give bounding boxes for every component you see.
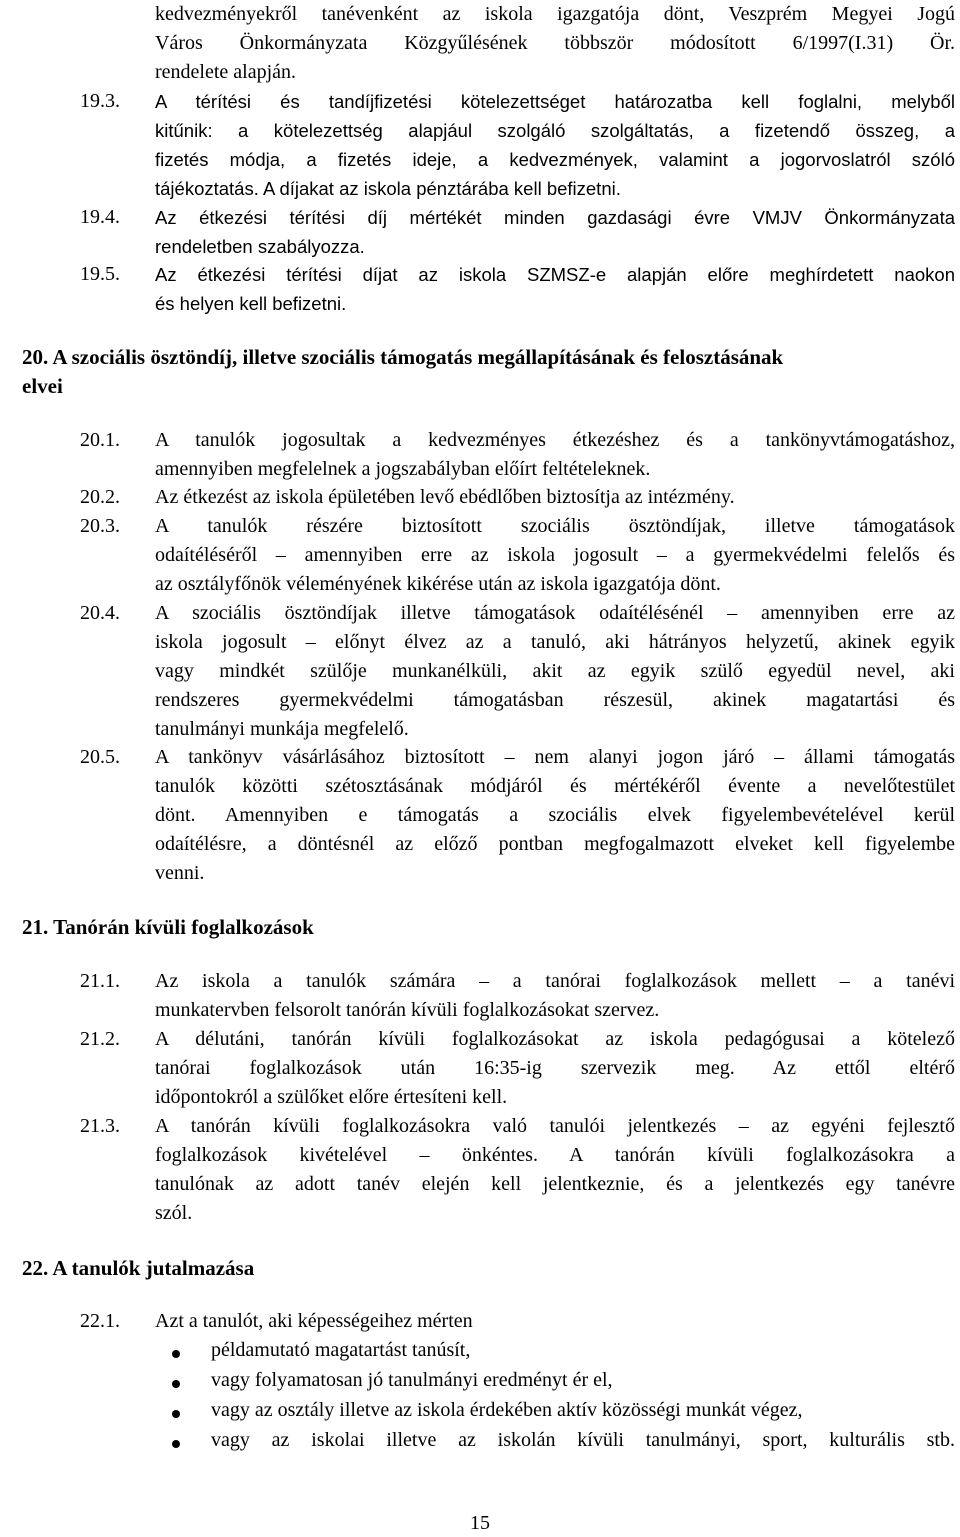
- bullet-item-4: vagy az iskolai illetve az iskolán kívüli tanulmányi, sport, kulturális stb.: [211, 1429, 955, 1451]
- item-22-1-text: Azt a tanulót, aki képességeihez mérten: [155, 1310, 473, 1332]
- item-21-2-line-3: időpontokról a szülőket előre értesíteni kell.: [155, 1086, 508, 1108]
- item-number-21-1: 21.1.: [80, 970, 120, 992]
- item-21-2-line-1: A délutáni, tanórán kívüli foglalkozásokat az iskola pedagógusai a kötelező: [155, 1028, 955, 1050]
- item-19-4-line-2: rendeletben szabályozza.: [155, 236, 365, 257]
- item-20-1-line-1: A tanulók jogosultak a kedvezményes étkezéshez és a tankönyvtámogatáshoz,: [155, 429, 955, 451]
- item-19-3-line-3: fizetés módja, a fizetés ideje, a kedvezmények, valamint a jogorvoslatról szóló: [155, 149, 955, 170]
- item-21-1-line-2: munkatervben felsorolt tanórán kívüli foglalkozásokat szervez.: [155, 999, 660, 1021]
- item-number-21-3: 21.3.: [80, 1115, 120, 1137]
- item-20-4-line-5: tanulmányi munkája megfelelő.: [155, 718, 409, 740]
- item-19-3-line-2: kitűnik: a kötelezettség alapjául szolgáló szolgáltatás, a fizetendő összeg, a: [155, 120, 955, 141]
- item-20-5-line-2: tanulók közötti szétosztásának módjáról és mértékéről évente a nevelőtestület: [155, 775, 955, 797]
- bullet-item-1: példamutató magatartást tanúsít,: [211, 1339, 471, 1361]
- item-number-20-2: 20.2.: [80, 486, 120, 508]
- bullet-icon: [172, 1410, 180, 1418]
- item-19-5-line-2: és helyen kell befizetni.: [155, 293, 347, 314]
- item-number-19-3: 19.3.: [80, 90, 120, 112]
- item-19-3-line-4: tájékoztatás. A díjakat az iskola pénztárába kell befizetni.: [155, 178, 621, 199]
- s19-intro-line-3: rendelete alapján.: [155, 61, 297, 83]
- item-number-20-1: 20.1.: [80, 429, 120, 451]
- item-20-4-line-1: A szociális ösztöndíjak illetve támogatások odaítélésénél – amennyiben erre az: [155, 602, 955, 624]
- item-20-5-line-1: A tankönyv vásárlásához biztosított – nem alanyi jogon járó – állami támogatás: [155, 746, 955, 768]
- item-21-3-line-4: szól.: [155, 1202, 193, 1224]
- item-20-5-line-3: dönt. Amennyiben e támogatás a szociális elvek figyelembevételével kerül: [155, 804, 955, 826]
- item-21-3-line-3: tanulónak az adott tanév elején kell jelentkeznie, és a jelentkezés egy tanévre: [155, 1173, 955, 1195]
- item-20-5-line-5: venni.: [155, 862, 205, 884]
- item-20-4-line-3: vagy mindkét szülője munkanélküli, akit az egyik szülő egyedül nevel, aki: [155, 660, 955, 682]
- item-number-19-5: 19.5.: [80, 263, 120, 285]
- item-19-5-line-1: Az étkezési térítési díjat az iskola SZMSZ-e alapján előre meghírdetett naokon: [155, 264, 955, 285]
- item-number-20-5: 20.5.: [80, 746, 120, 768]
- item-20-3-line-1: A tanulók részére biztosított szociális ösztöndíjak, illetve támogatások: [155, 515, 955, 537]
- item-21-1-line-1: Az iskola a tanulók számára – a tanórai foglalkozások mellett – a tanévi: [155, 970, 955, 992]
- item-21-3-line-1: A tanórán kívüli foglalkozásokra való tanulói jelentkezés – az egyéni fejlesztő: [155, 1115, 955, 1137]
- item-20-3-line-2: odaítéléséről – amennyiben erre az iskola jogosult – a gyermekvédelmi felelős és: [155, 544, 955, 566]
- item-20-3-line-3: az osztályfőnök véleményének kikérése után az iskola igazgatója dönt.: [155, 573, 721, 595]
- item-21-3-line-2: foglalkozások kivételével – önkéntes. A tanórán kívüli foglalkozásokra a: [155, 1144, 955, 1166]
- section-20-heading-line-2: elvei: [22, 374, 63, 398]
- page-number: 15: [470, 1512, 490, 1534]
- item-number-19-4: 19.4.: [80, 206, 120, 228]
- item-20-4-line-2: iskola jogosult – előnyt élvez az a tanuló, aki hátrányos helyzetű, akinek egyik: [155, 631, 955, 653]
- bullet-icon: [172, 1440, 180, 1448]
- s19-intro-line-2: Város Önkormányzata Közgyűlésének többször módosított 6/1997(I.31) Ör.: [155, 32, 955, 54]
- item-number-20-4: 20.4.: [80, 602, 120, 624]
- item-20-2-line-1: Az étkezést az iskola épületében levő ebédlőben biztosítja az intézmény.: [155, 486, 735, 508]
- s19-intro-line-1: kedvezményekről tanévenként az iskola igazgatója dönt, Veszprém Megyei Jogú: [155, 3, 955, 25]
- section-22-heading: 22. A tanulók jutalmazása: [22, 1256, 255, 1280]
- bullet-item-2: vagy folyamatosan jó tanulmányi eredményt ér el,: [211, 1369, 613, 1391]
- item-20-4-line-4: rendszeres gyermekvédelmi támogatásban részesül, akinek magatartási és: [155, 689, 955, 711]
- bullet-icon: [172, 1350, 180, 1358]
- item-number-22-1: 22.1.: [80, 1310, 120, 1332]
- section-20-heading-line-1: 20. A szociális ösztöndíj, illetve szociális támogatás megállapításának és felosztásának: [22, 345, 784, 369]
- item-19-4-line-1: Az étkezési térítési díj mértékét minden gazdasági évre VMJV Önkormányzata: [155, 207, 955, 228]
- item-21-2-line-2: tanórai foglalkozások után 16:35-ig szervezik meg. Az ettől eltérő: [155, 1057, 955, 1079]
- item-20-5-line-4: odaítélésre, a döntésnél az előző pontban megfogalmazott elveket kell figyelembe: [155, 833, 955, 855]
- item-number-20-3: 20.3.: [80, 515, 120, 537]
- bullet-item-3: vagy az osztály illetve az iskola érdekében aktív közösségi munkát végez,: [211, 1399, 803, 1421]
- item-number-21-2: 21.2.: [80, 1028, 120, 1050]
- section-21-heading: 21. Tanórán kívüli foglalkozások: [22, 915, 314, 939]
- bullet-icon: [172, 1380, 180, 1388]
- item-20-1-line-2: amennyiben megfelelnek a jogszabályban előírt feltételeknek.: [155, 458, 651, 480]
- item-19-3-line-1: A térítési és tandíjfizetési kötelezettséget határozatba kell foglalni, melyből: [155, 91, 955, 112]
